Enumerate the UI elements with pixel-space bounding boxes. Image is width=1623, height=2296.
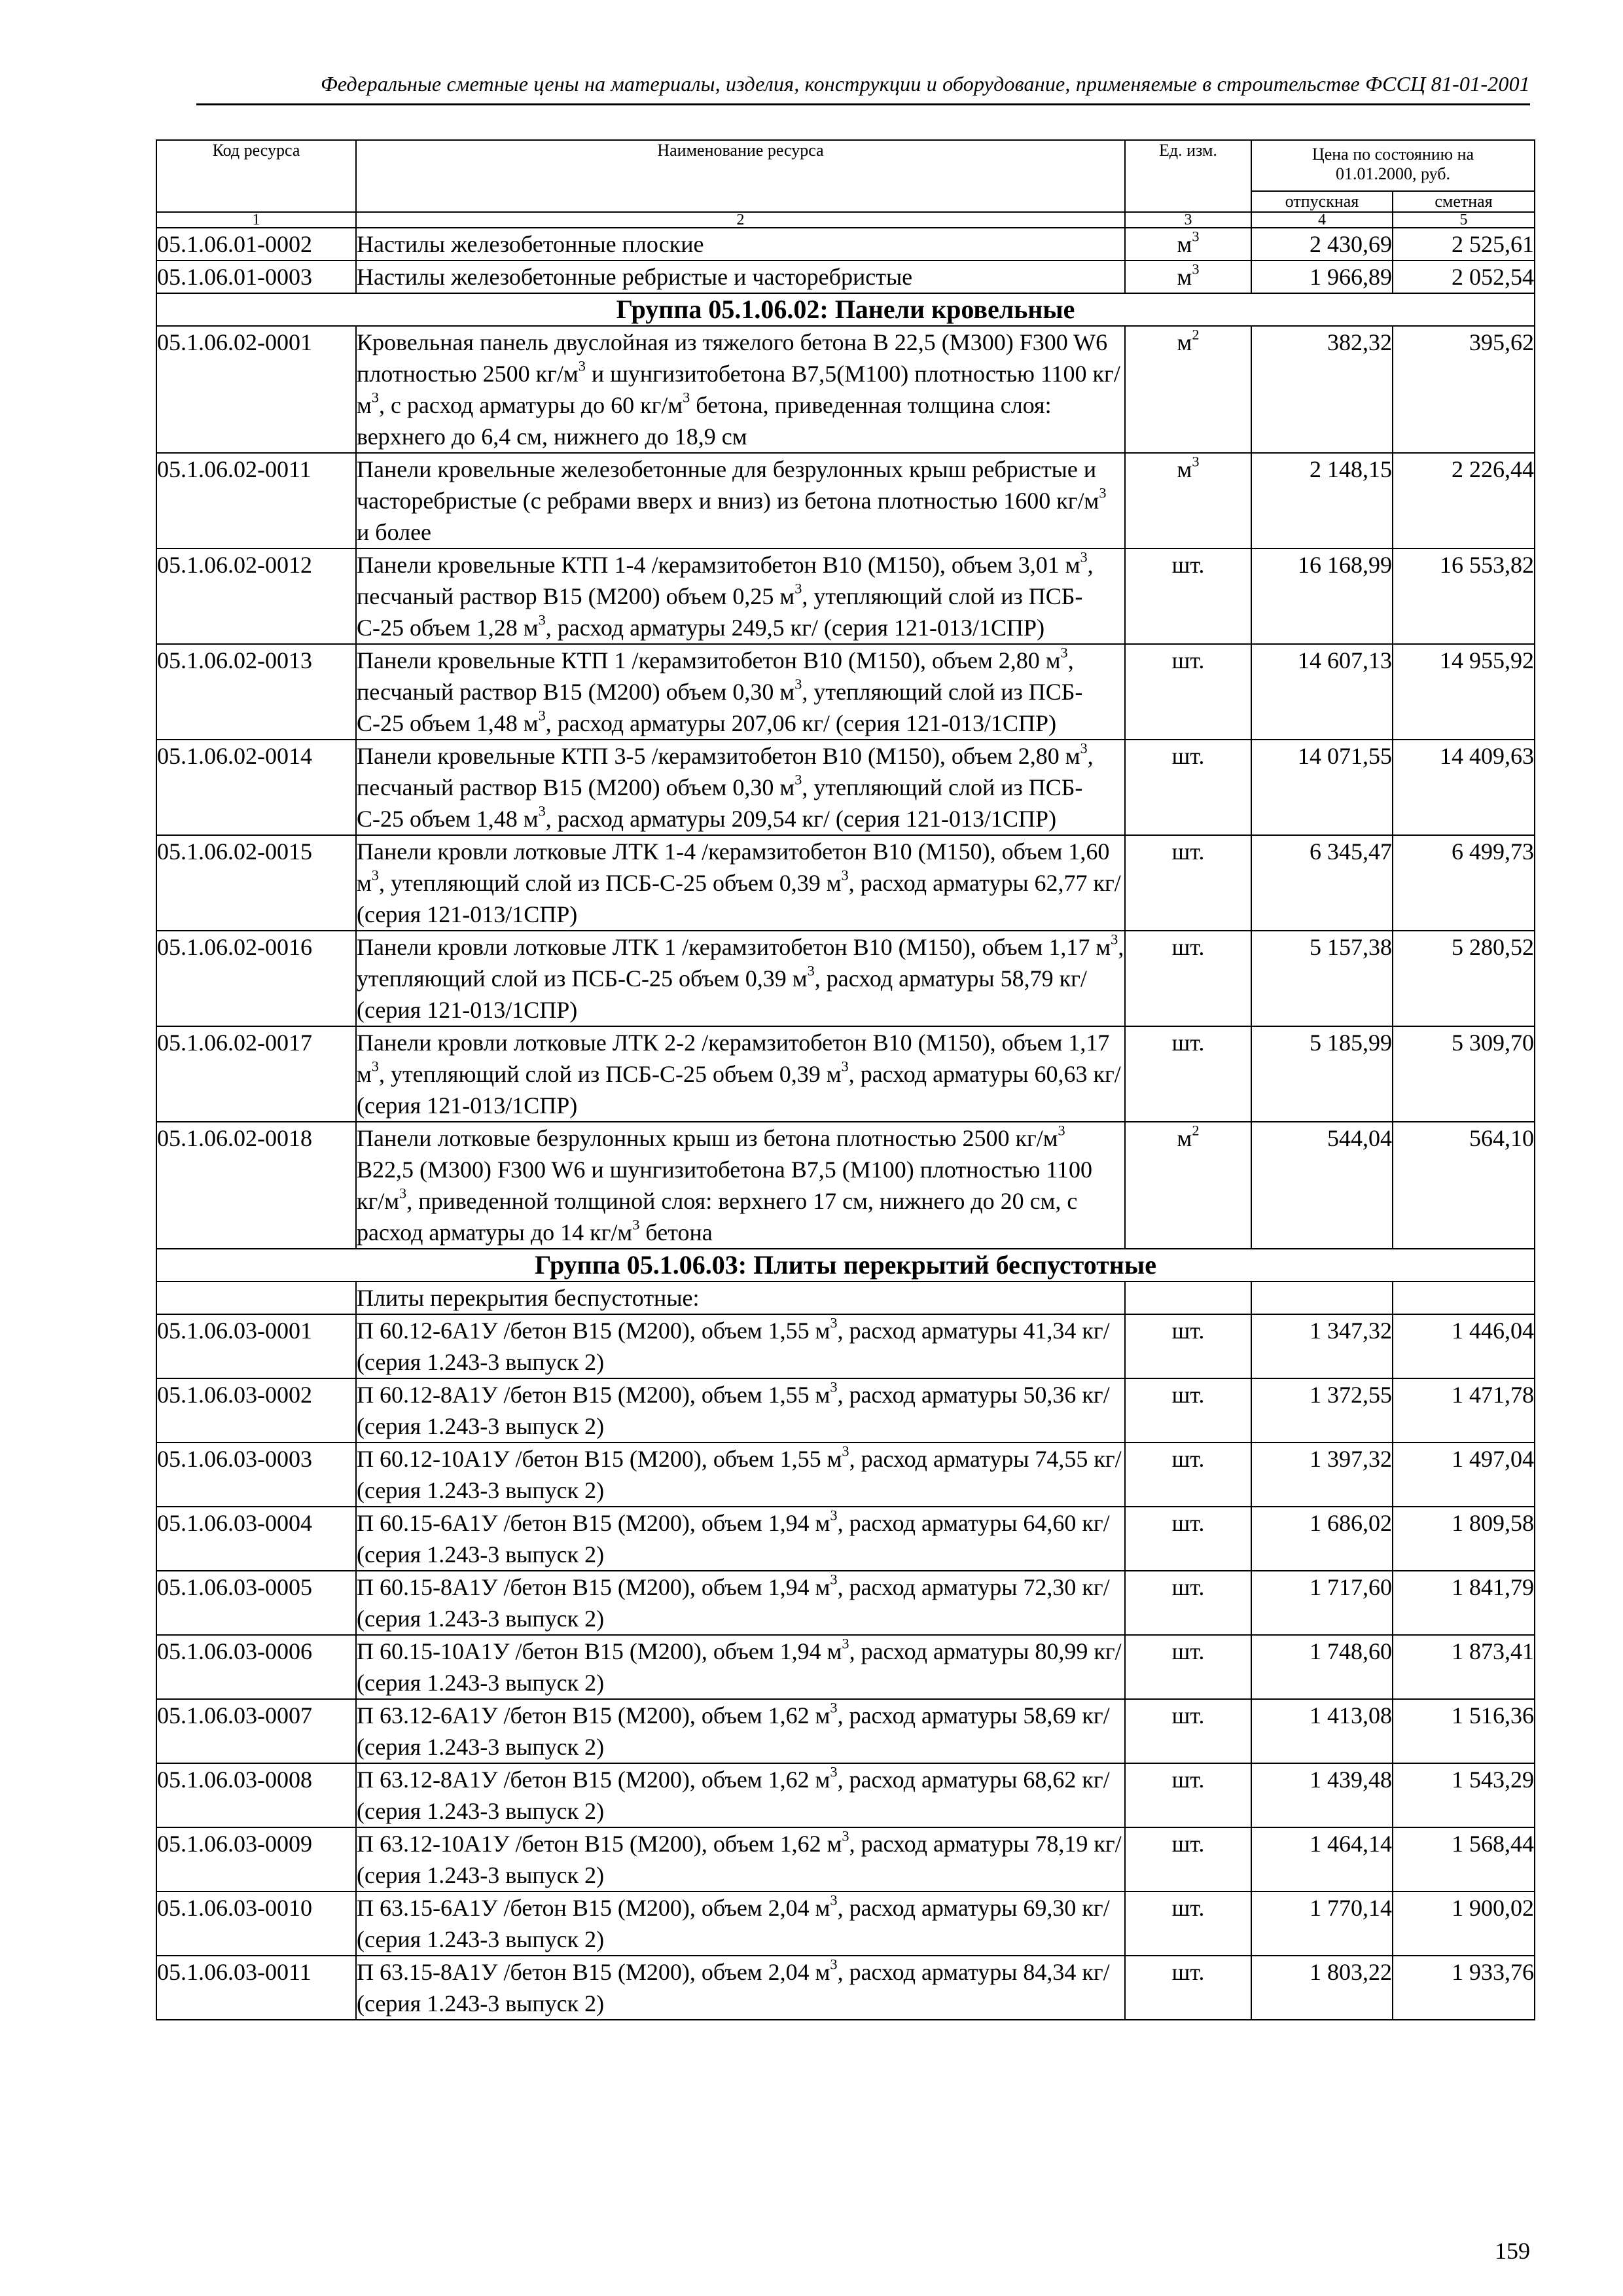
resource-name: П 63.12-8А1У /бетон В15 (М200), объем 1,62 $м^3$, расход арматуры 68,62 кг/ (серия 1.243-3 выпуск 2) (356, 1763, 1125, 1827)
unit-cell: шт. (1125, 1699, 1251, 1763)
release-price: 544,04 (1251, 1122, 1393, 1249)
group-title: Группа 05.1.06.02: Панели кровельные (156, 293, 1535, 326)
unit-cell: $м^2$ (1125, 1122, 1251, 1249)
unit-exponent: 3 (1192, 228, 1200, 245)
release-price: 1 347,32 (1251, 1314, 1393, 1378)
release-price: 1 397,32 (1251, 1443, 1393, 1507)
release-price: 1 686,02 (1251, 1507, 1393, 1571)
unit-exponent: 3 (830, 1699, 838, 1716)
unit-exponent: 3 (842, 1443, 849, 1460)
unit-cell: шт. (1125, 1443, 1251, 1507)
header-price-group: Цена по состоянию на 01.01.2000, руб. (1251, 140, 1535, 191)
resource-code: 05.1.06.03-0006 (156, 1635, 356, 1699)
unit-cell: шт. (1125, 1956, 1251, 2020)
release-price: 14 607,13 (1251, 644, 1393, 740)
resource-code: 05.1.06.03-0007 (156, 1699, 356, 1763)
unit-exponent: 3 (842, 1635, 849, 1652)
unit-exponent: 3 (830, 1507, 838, 1524)
release-price: 1 717,60 (1251, 1571, 1393, 1635)
estimate-price: 1 809,58 (1393, 1507, 1535, 1571)
resource-name: Панели кровли лотковые ЛТК 1 /керамзитобетон В10 (М150), объем 1,17 $м^3$, утепляющий слой из ПСБ-С-25 объем 0,39 $м^3$, расход арматуры 58,79 кг/ (серия 121-013/1СПР) (356, 931, 1125, 1026)
unit-cell: шт. (1125, 1892, 1251, 1956)
table-row (156, 1378, 1535, 1443)
price-table (156, 139, 1535, 2020)
unit-exponent: 3 (830, 1314, 838, 1331)
resource-name: П 63.12-10А1У /бетон В15 (М200), объем 1,62 $м^3$, расход арматуры 78,19 кг/ (серия 1.243-3 выпуск 2) (356, 1827, 1125, 1892)
table-row (156, 1026, 1535, 1122)
release-price: 1 803,22 (1251, 1956, 1393, 2020)
estimate-price: 1 873,41 (1393, 1635, 1535, 1699)
table-row (156, 228, 1535, 260)
estimate-price (1393, 1282, 1535, 1314)
resource-code: 05.1.06.02-0017 (156, 1026, 356, 1122)
resource-name: Панели кровельные КТП 1-4 /керамзитобетон В10 (М150), объем 3,01 $м^3$, песчаный раствор В15 (М200) объем 0,25 $м^3$, утепляющий слой из ПСБ-С-25 объем 1,28 $м^3$, расход арматуры 249,5 кг/ (серия 121-013/1СПР) (356, 548, 1125, 644)
unit-cell: $м^2$ (1125, 326, 1251, 453)
unit-cell: $м^3$ (1125, 453, 1251, 548)
running-header: Федеральные сметные цены на материалы, изделия, конструкции и оборудование, применяемые в строительстве ФССЦ 81-01-2001 (320, 72, 1530, 96)
unit-exponent: 3 (578, 357, 586, 374)
release-price: 382,32 (1251, 326, 1393, 453)
table-row (156, 1314, 1535, 1378)
unit-exponent: 3 (371, 867, 379, 884)
release-price: 1 770,14 (1251, 1892, 1393, 1956)
resource-code: 05.1.06.02-0012 (156, 548, 356, 644)
estimate-price: 1 471,78 (1393, 1378, 1535, 1443)
release-price: 2 430,69 (1251, 228, 1393, 260)
column-number: 3 (1125, 212, 1251, 228)
group-title: Группа 05.1.06.03: Плиты перекрытий беспустотные (156, 1249, 1535, 1282)
resource-name: Панели кровли лотковые ЛТК 2-2 /керамзитобетон В10 (М150), объем 1,17 $м^3$, утепляющий слой из ПСБ-С-25 объем 0,39 $м^3$, расход арматуры 60,63 кг/ (серия 121-013/1СПР) (356, 1026, 1125, 1122)
unit-exponent: 3 (1192, 260, 1200, 278)
resource-name: П 63.12-6А1У /бетон В15 (М200), объем 1,62 $м^3$, расход арматуры 58,69 кг/ (серия 1.243-3 выпуск 2) (356, 1699, 1125, 1763)
unit-exponent: 3 (683, 389, 690, 406)
resource-name: П 60.15-8А1У /бетон В15 (М200), объем 1,94 $м^3$, расход арматуры 72,30 кг/ (серия 1.243-3 выпуск 2) (356, 1571, 1125, 1635)
unit-exponent: 3 (632, 1216, 640, 1233)
unit-exponent: 3 (371, 389, 379, 406)
estimate-price: 14 409,63 (1393, 740, 1535, 835)
resource-name: Настилы железобетонные ребристые и часторебристые (356, 260, 1125, 293)
resource-code: 05.1.06.02-0016 (156, 931, 356, 1026)
unit-cell: $м^3$ (1125, 260, 1251, 293)
unit-exponent: 3 (1192, 453, 1200, 470)
resource-code: 05.1.06.02-0015 (156, 835, 356, 931)
resource-name: П 63.15-8А1У /бетон В15 (М200), объем 2,04 $м^3$, расход арматуры 84,34 кг/ (серия 1.243-3 выпуск 2) (356, 1956, 1125, 2020)
estimate-price: 16 553,82 (1393, 548, 1535, 644)
resource-code: 05.1.06.03-0003 (156, 1443, 356, 1507)
resource-code: 05.1.06.03-0009 (156, 1827, 356, 1892)
unit-exponent: 3 (1080, 548, 1088, 565)
table-body (156, 228, 1535, 2020)
table-row (156, 326, 1535, 453)
header-estimate-price: сметная (1393, 191, 1535, 212)
table-row (156, 740, 1535, 835)
resource-code: 05.1.06.02-0014 (156, 740, 356, 835)
table-row (156, 260, 1535, 293)
unit-exponent: 3 (371, 1058, 379, 1075)
table-row (156, 1892, 1535, 1956)
unit-exponent: 3 (1099, 484, 1107, 501)
release-price: 1 464,14 (1251, 1827, 1393, 1892)
unit-exponent: 3 (538, 802, 546, 819)
unit-cell: $м^3$ (1125, 228, 1251, 260)
unit-exponent: 3 (538, 611, 546, 628)
release-price: 1 439,48 (1251, 1763, 1393, 1827)
header-unit: Ед. изм. (1125, 140, 1251, 212)
release-price: 1 966,89 (1251, 260, 1393, 293)
unit-exponent: 3 (830, 1956, 838, 1973)
estimate-price: 5 309,70 (1393, 1026, 1535, 1122)
table-row (156, 835, 1535, 931)
estimate-price: 2 226,44 (1393, 453, 1535, 548)
table-row (156, 644, 1535, 740)
unit-cell (1125, 1282, 1251, 1314)
table-row (156, 1122, 1535, 1249)
resource-name: Кровельная панель двуслойная из тяжелого бетона В 22,5 (М300) F300 W6 плотностью 2500 $кг/м^3$ и шунгизитобетона В7,5(М100) плотностью 1100 $кг/м^3$, с расход арматуры до 60 $кг/м^3$ бетона, приведенная толщина слоя: верхнего до 6,4 см, нижнего до 18,9 см (356, 326, 1125, 453)
unit-cell: шт. (1125, 1507, 1251, 1571)
page-number: 159 (1495, 2238, 1530, 2264)
estimate-price: 564,10 (1393, 1122, 1535, 1249)
unit-exponent: 3 (1060, 644, 1068, 661)
unit-cell: шт. (1125, 644, 1251, 740)
resource-name: Панели кровельные КТП 3-5 /керамзитобетон В10 (М150), объем 2,80 $м^3$, песчаный раствор В15 (М200) объем 0,30 $м^3$, утепляющий слой из ПСБ-С-25 объем 1,48 $м^3$, расход арматуры 209,54 кг/ (серия 121-013/1СПР) (356, 740, 1125, 835)
resource-name: П 60.15-6А1У /бетон В15 (М200), объем 1,94 $м^3$, расход арматуры 64,60 кг/ (серия 1.243-3 выпуск 2) (356, 1507, 1125, 1571)
table-row (156, 1635, 1535, 1699)
unit-exponent: 3 (842, 1827, 849, 1844)
release-price: 16 168,99 (1251, 548, 1393, 644)
estimate-price: 6 499,73 (1393, 835, 1535, 931)
resource-code: 05.1.06.03-0010 (156, 1892, 356, 1956)
header-code: Код ресурса (156, 140, 356, 212)
resource-code: 05.1.06.03-0005 (156, 1571, 356, 1635)
resource-name: П 60.12-10А1У /бетон В15 (М200), объем 1,55 $м^3$, расход арматуры 74,55 кг/ (серия 1.243-3 выпуск 2) (356, 1443, 1125, 1507)
unit-exponent: 3 (794, 675, 802, 692)
unit-exponent: 3 (1080, 740, 1088, 757)
resource-code (156, 1282, 356, 1314)
unit-exponent: 2 (1192, 326, 1200, 343)
release-price: 1 748,60 (1251, 1635, 1393, 1699)
resource-code: 05.1.06.02-0018 (156, 1122, 356, 1249)
resource-code: 05.1.06.03-0011 (156, 1956, 356, 2020)
unit-cell: шт. (1125, 1763, 1251, 1827)
table-row (156, 931, 1535, 1026)
group-row (156, 293, 1535, 326)
table-row (156, 1443, 1535, 1507)
resource-code: 05.1.06.01-0003 (156, 260, 356, 293)
unit-cell: шт. (1125, 1314, 1251, 1378)
estimate-price: 14 955,92 (1393, 644, 1535, 740)
unit-cell: шт. (1125, 548, 1251, 644)
table-row (156, 1507, 1535, 1571)
unit-exponent: 3 (1058, 1122, 1065, 1139)
unit-cell: шт. (1125, 931, 1251, 1026)
header-name: Наименование ресурса (356, 140, 1125, 212)
resource-name: П 60.12-6А1У /бетон В15 (М200), объем 1,55 $м^3$, расход арматуры 41,34 кг/ (серия 1.243-3 выпуск 2) (356, 1314, 1125, 1378)
unit-exponent: 3 (794, 580, 802, 597)
estimate-price: 1 900,02 (1393, 1892, 1535, 1956)
unit-exponent: 3 (830, 1763, 838, 1780)
resource-name: Панели лотковые безрулонных крыш из бетона плотностью 2500 $кг/м^3$ В22,5 (М300) F300 W6 и шунгизитобетона В7,5 (М100) плотностью 1100 $кг/м^3$, приведенной толщиной слоя: верхнего 17 см, нижнего до 20 см, с расход арматуры до 14 $кг/м^3$ бетона (356, 1122, 1125, 1249)
header-release-price: отпускная (1251, 191, 1393, 212)
column-number: 2 (356, 212, 1125, 228)
resource-name: Настилы железобетонные плоские (356, 228, 1125, 260)
estimate-price: 1 933,76 (1393, 1956, 1535, 2020)
unit-exponent: 3 (807, 962, 815, 979)
resource-code: 05.1.06.03-0004 (156, 1507, 356, 1571)
estimate-price: 2 052,54 (1393, 260, 1535, 293)
resource-code: 05.1.06.03-0001 (156, 1314, 356, 1378)
resource-code: 05.1.06.02-0013 (156, 644, 356, 740)
unit-exponent: 3 (794, 771, 802, 788)
unit-cell: шт. (1125, 1571, 1251, 1635)
release-price: 14 071,55 (1251, 740, 1393, 835)
table-row (156, 548, 1535, 644)
estimate-price: 1 841,79 (1393, 1571, 1535, 1635)
table-row (156, 1956, 1535, 2020)
resource-name: Панели кровли лотковые ЛТК 1-4 /керамзитобетон В10 (М150), объем 1,60 $м^3$, утепляющий слой из ПСБ-С-25 объем 0,39 $м^3$, расход арматуры 62,77 кг/ (серия 121-013/1СПР) (356, 835, 1125, 931)
unit-exponent: 3 (538, 707, 546, 724)
unit-cell: шт. (1125, 1026, 1251, 1122)
unit-exponent: 3 (841, 1058, 849, 1075)
resource-name: П 63.15-6А1У /бетон В15 (М200), объем 2,04 $м^3$, расход арматуры 69,30 кг/ (серия 1.243-3 выпуск 2) (356, 1892, 1125, 1956)
unit-exponent: 3 (1111, 931, 1118, 948)
column-number: 1 (156, 212, 356, 228)
resource-name: П 60.15-10А1У /бетон В15 (М200), объем 1,94 $м^3$, расход арматуры 80,99 кг/ (серия 1.243-3 выпуск 2) (356, 1635, 1125, 1699)
resource-code: 05.1.06.02-0011 (156, 453, 356, 548)
resource-name: Панели кровельные железобетонные для безрулонных крыш ребристые и часторебристые (с ребрами вверх и вниз) из бетона плотностью 1600 $кг/м^3$ и более (356, 453, 1125, 548)
release-price (1251, 1282, 1393, 1314)
estimate-price: 395,62 (1393, 326, 1535, 453)
estimate-price: 5 280,52 (1393, 931, 1535, 1026)
resource-name: П 60.12-8А1У /бетон В15 (М200), объем 1,55 $м^3$, расход арматуры 50,36 кг/ (серия 1.243-3 выпуск 2) (356, 1378, 1125, 1443)
table-row (156, 1763, 1535, 1827)
table-row (156, 453, 1535, 548)
estimate-price: 1 497,04 (1393, 1443, 1535, 1507)
unit-cell: шт. (1125, 1635, 1251, 1699)
estimate-price: 1 568,44 (1393, 1827, 1535, 1892)
column-number: 4 (1251, 212, 1393, 228)
column-number: 5 (1393, 212, 1535, 228)
release-price: 2 148,15 (1251, 453, 1393, 548)
resource-code: 05.1.06.01-0002 (156, 228, 356, 260)
unit-exponent: 3 (830, 1378, 838, 1395)
table-row (156, 1699, 1535, 1763)
release-price: 1 372,55 (1251, 1378, 1393, 1443)
estimate-price: 1 543,29 (1393, 1763, 1535, 1827)
estimate-price: 2 525,61 (1393, 228, 1535, 260)
table-row (156, 1571, 1535, 1635)
release-price: 5 157,38 (1251, 931, 1393, 1026)
resource-code: 05.1.06.03-0002 (156, 1378, 356, 1443)
unit-exponent: 3 (830, 1571, 838, 1588)
estimate-price: 1 446,04 (1393, 1314, 1535, 1378)
unit-cell: шт. (1125, 740, 1251, 835)
unit-cell: шт. (1125, 1378, 1251, 1443)
unit-exponent: 3 (841, 867, 849, 884)
release-price: 6 345,47 (1251, 835, 1393, 931)
release-price: 1 413,08 (1251, 1699, 1393, 1763)
unit-exponent: 3 (399, 1185, 407, 1202)
release-price: 5 185,99 (1251, 1026, 1393, 1122)
resource-code: 05.1.06.03-0008 (156, 1763, 356, 1827)
estimate-price: 1 516,36 (1393, 1699, 1535, 1763)
table-row (156, 1827, 1535, 1892)
unit-cell: шт. (1125, 1827, 1251, 1892)
header-rule (196, 103, 1530, 105)
subheading-row (156, 1282, 1535, 1314)
subheading-text: Плиты перекрытия беспустотные: (356, 1282, 1125, 1314)
unit-exponent: 2 (1192, 1122, 1200, 1139)
resource-name: Панели кровельные КТП 1 /керамзитобетон В10 (М150), объем 2,80 $м^3$, песчаный раствор В15 (М200) объем 0,30 $м^3$, утепляющий слой из ПСБ-С-25 объем 1,48 $м^3$, расход арматуры 207,06 кг/ (серия 121-013/1СПР) (356, 644, 1125, 740)
group-row (156, 1249, 1535, 1282)
unit-cell: шт. (1125, 835, 1251, 931)
resource-code: 05.1.06.02-0001 (156, 326, 356, 453)
unit-exponent: 3 (830, 1892, 838, 1909)
